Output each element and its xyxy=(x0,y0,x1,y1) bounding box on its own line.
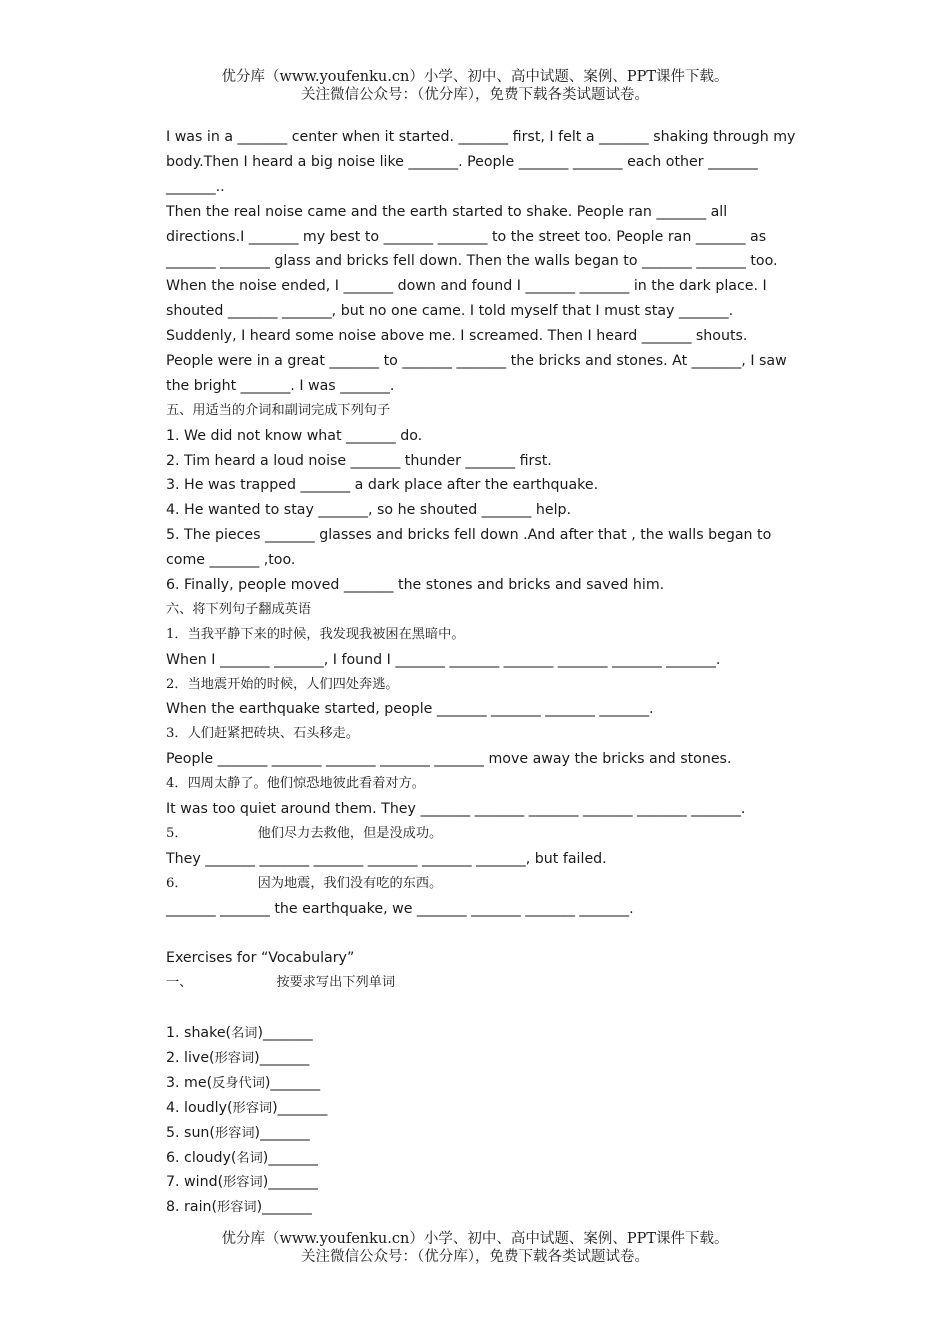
passage-line: the bright _______. I was _______. xyxy=(166,377,395,394)
vocab-hint: 形容词 xyxy=(232,1100,273,1116)
vocab-word: 5. sun( xyxy=(166,1124,215,1141)
passage-line: When the noise ended, I _______ down and found I _______ _______ in the dark place. I xyxy=(166,278,767,295)
vocab-item xyxy=(166,1121,811,1146)
vocab-item xyxy=(166,1170,811,1195)
section-5-line: 3. He was trapped _______ a dark place after the earthquake. xyxy=(166,477,599,494)
vocab-blank: )_______ xyxy=(262,1174,318,1191)
vocabulary-section xyxy=(166,946,811,1220)
chinese-sentence: 当我平静下来的时候，我发现我被困在黑暗中。 xyxy=(187,626,465,642)
vocabulary-title: Exercises for “Vocabulary” xyxy=(166,950,355,967)
passage-line: body.Then I heard a big noise like _______. People _______ _______ each other _______ xyxy=(166,153,758,170)
vocab-hint: 形容词 xyxy=(214,1125,255,1141)
section-5-line: 4. He wanted to stay _______, so he shouted _______ help. xyxy=(166,502,572,519)
section-5-line: 6. Finally, people moved _______ the stones and bricks and saved him. xyxy=(166,577,665,594)
section-5-title: 五、用适当的介词和副词完成下列句子 xyxy=(166,402,391,418)
vocab-item xyxy=(166,1195,811,1220)
section-6-title: 六、将下列句子翻成英语 xyxy=(166,601,312,617)
vocab-word: 7. wind( xyxy=(166,1174,224,1191)
footer-line-2: 关注微信公众号：（优分库），免费下载各类试题试卷。 xyxy=(301,1249,649,1265)
translation-prompt xyxy=(166,673,811,698)
passage-line: People were in a great _______ to _______ _______ the bricks and stones. At _______, I saw xyxy=(166,353,787,370)
item-number: 5． xyxy=(166,825,188,841)
vocab-hint: 形容词 xyxy=(214,1050,255,1066)
item-number: 3． xyxy=(166,726,188,742)
item-number: 2． xyxy=(166,676,188,692)
vocab-item xyxy=(166,1096,811,1121)
vocab-item xyxy=(166,1046,811,1071)
document-body xyxy=(166,125,811,1220)
page-footer xyxy=(0,1230,950,1266)
section-5-line: come _______ ,too. xyxy=(166,552,296,569)
vocab-item xyxy=(166,1146,811,1171)
vocab-blank: )_______ xyxy=(262,1149,318,1166)
subsection-number: 一、 xyxy=(166,975,193,991)
vocab-word: 2. live( xyxy=(166,1049,215,1066)
page-header xyxy=(0,68,950,104)
vocab-word: 1. shake( xyxy=(166,1025,232,1042)
translation-answer: They _______ _______ _______ _______ _______ _______, but failed. xyxy=(166,850,607,867)
vocab-blank: )_______ xyxy=(254,1124,310,1141)
translation-prompt xyxy=(166,772,811,797)
vocabulary-subtitle xyxy=(166,971,811,996)
vocab-blank: )_______ xyxy=(254,1049,310,1066)
passage-line: Then the real noise came and the earth started to shake. People ran _______ all xyxy=(166,203,728,220)
header-line-2: 关注微信公众号：（优分库），免费下载各类试题试卷。 xyxy=(301,87,649,103)
vocab-word: 3. me( xyxy=(166,1074,213,1091)
item-number: 1． xyxy=(166,626,188,642)
section-5-line: 2. Tim heard a loud noise _______ thunder _______ first. xyxy=(166,452,552,469)
chinese-sentence: 当地震开始的时候，人们四处奔逃。 xyxy=(187,676,399,692)
vocab-item xyxy=(166,1021,811,1046)
chinese-sentence: 他们尽力去救他，但是没成功。 xyxy=(257,825,443,841)
section-5-line: 1. We did not know what _______ do. xyxy=(166,427,423,444)
vocab-word: 8. rain( xyxy=(166,1199,218,1216)
vocab-blank: )_______ xyxy=(257,1025,313,1042)
spacer xyxy=(166,996,811,1021)
passage-line: I was in a _______ center when it started. _______ first, I felt a _______ shaking through my xyxy=(166,129,796,145)
translation-answer: When I _______ _______, I found I _______ _______ _______ _______ _______ _______. xyxy=(166,651,721,668)
translation-prompt xyxy=(166,872,811,897)
spacer xyxy=(166,922,811,947)
vocab-hint: 反身代词 xyxy=(212,1075,265,1091)
section-5 xyxy=(166,399,811,598)
footer-line-1: 优分库（www.youfenku.cn）小学、初中、高中试题、案例、PPT课件下载。 xyxy=(221,1231,729,1247)
translation-answer: When the earthquake started, people _______ _______ _______ _______. xyxy=(166,701,654,718)
vocab-word: 4. loudly( xyxy=(166,1099,233,1116)
translation-answer: People _______ _______ _______ _______ _______ move away the bricks and stones. xyxy=(166,751,732,768)
item-number: 4． xyxy=(166,776,188,792)
passage xyxy=(166,125,811,399)
vocab-blank: )_______ xyxy=(264,1074,321,1091)
translation-prompt xyxy=(166,722,811,747)
translation-answer: _______ _______ the earthquake, we _______ _______ _______ _______. xyxy=(166,900,634,917)
vocab-hint: 形容词 xyxy=(217,1200,257,1216)
vocab-blank: )_______ xyxy=(256,1199,312,1216)
chinese-sentence: 因为地震，我们没有吃的东西。 xyxy=(257,875,443,891)
chinese-sentence: 四周太静了。他们惊恐地彼此看着对方。 xyxy=(187,776,425,792)
subsection-instruction: 按要求写出下列单词 xyxy=(276,975,396,991)
passage-line: _______ _______ glass and bricks fell down. Then the walls began to _______ _______ too. xyxy=(166,253,778,270)
vocab-hint: 形容词 xyxy=(223,1175,263,1191)
translation-answer: It was too quiet around them. They _______ _______ _______ _______ _______ _______. xyxy=(166,801,746,818)
chinese-sentence: 人们赶紧把砖块、石头移走。 xyxy=(187,726,360,742)
passage-line: shouted _______ _______, but no one came. I told myself that I must stay _______. xyxy=(166,303,734,320)
vocab-hint: 名词 xyxy=(236,1150,263,1166)
passage-line: directions.I _______ my best to _______ _______ to the street too. People ran _______ as xyxy=(166,228,767,245)
item-number: 6． xyxy=(166,875,188,891)
vocab-hint: 名词 xyxy=(231,1026,258,1042)
passage-line: Suddenly, I heard some noise above me. I screamed. Then I heard _______ shouts. xyxy=(166,328,748,345)
passage-line: _______.. xyxy=(166,178,225,195)
translation-prompt xyxy=(166,623,811,648)
vocab-word: 6. cloudy( xyxy=(166,1149,237,1166)
translation-prompt xyxy=(166,822,811,847)
vocab-item xyxy=(166,1071,811,1096)
section-6 xyxy=(166,598,811,922)
header-line-1: 优分库（www.youfenku.cn）小学、初中、高中试题、案例、PPT课件下载。 xyxy=(221,69,729,85)
vocab-blank: )_______ xyxy=(272,1099,328,1116)
section-5-line: 5. The pieces _______ glasses and bricks fell down .And after that , the walls began to xyxy=(166,527,772,544)
